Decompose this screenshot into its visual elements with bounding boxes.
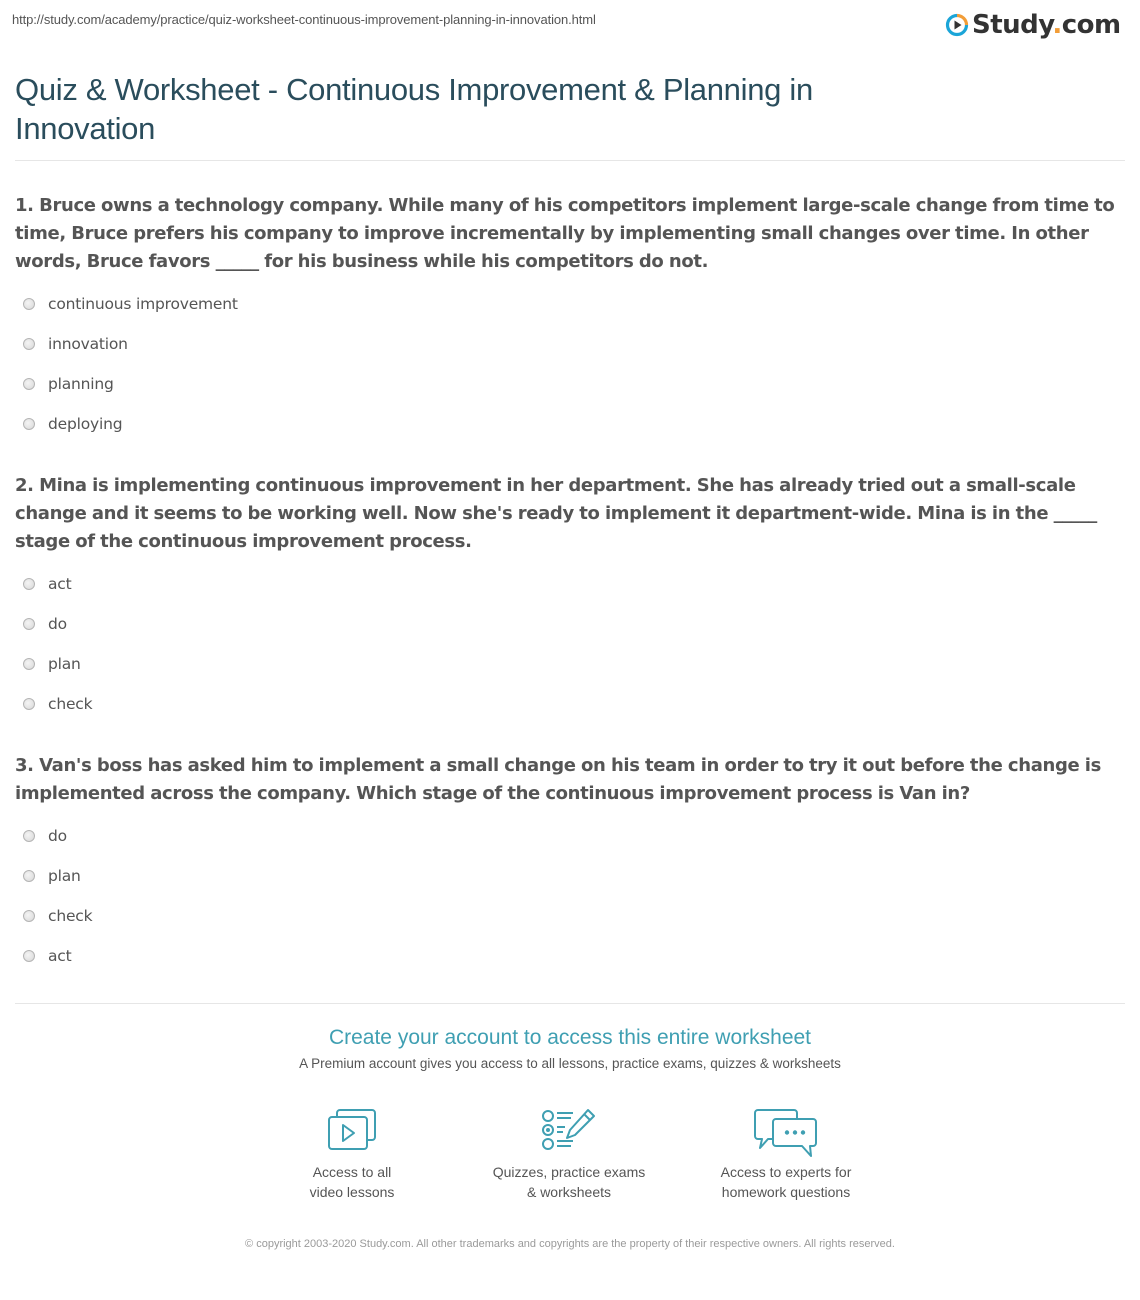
- question-2-text: 2. Mina is implementing continuous improvement in her department. She has already tried out a small-scale change and it seems to be working well. Now she's ready to implement it department-wide. Mina is in the _____ stage of the continuous improvement process.: [15, 475, 1097, 552]
- question-3-text: 3. Van's boss has asked him to implement a small change on his team in order to try it out before the change is implemented across the company. Which stage of the continuous improvement process is Van in?: [15, 755, 1101, 804]
- answer-option[interactable]: check: [22, 684, 92, 724]
- radio-button-icon[interactable]: [23, 910, 35, 922]
- radio-button-icon[interactable]: [23, 418, 35, 430]
- radio-button-icon[interactable]: [23, 578, 35, 590]
- answer-option[interactable]: act: [22, 936, 92, 976]
- cta-divider: [15, 1003, 1125, 1004]
- page-title: Quiz & Worksheet - Continuous Improvement & Planning in Innovation: [15, 72, 813, 146]
- answer-option[interactable]: plan: [22, 856, 92, 896]
- question-3-options: [22, 816, 92, 976]
- feature-quizzes: [469, 1108, 669, 1202]
- page-url: http://study.com/academy/practice/quiz-worksheet-continuous-improvement-planning-in-innovation.html: [12, 12, 596, 27]
- answer-option[interactable]: planning: [22, 364, 238, 404]
- radio-button-icon[interactable]: [23, 618, 35, 630]
- study-logo[interactable]: [945, 8, 1121, 42]
- feature-label: Access to experts for homework questions: [720, 1164, 852, 1200]
- answer-option[interactable]: check: [22, 896, 92, 936]
- title-divider: [15, 160, 1125, 161]
- question-2-options: [22, 564, 92, 724]
- radio-button-icon[interactable]: [23, 658, 35, 670]
- radio-button-icon[interactable]: [23, 338, 35, 350]
- feature-label: Access to all video lessons: [309, 1164, 395, 1200]
- answer-option[interactable]: do: [22, 816, 92, 856]
- radio-button-icon[interactable]: [23, 830, 35, 842]
- radio-button-icon[interactable]: [23, 378, 35, 390]
- feature-video-lessons: [252, 1108, 452, 1202]
- quiz-checklist-icon: [541, 1108, 597, 1152]
- video-lessons-icon: [327, 1108, 377, 1152]
- question-1-text: 1. Bruce owns a technology company. While many of his competitors implement large-scale change from time to time, Bruce prefers his company to improve incrementally by implementing small changes over time. In other words, Bruce favors _____ for his business while his competitors do not.: [15, 195, 1115, 272]
- answer-option[interactable]: do: [22, 604, 92, 644]
- radio-button-icon[interactable]: [23, 870, 35, 882]
- feature-experts: [686, 1108, 886, 1202]
- cta-subtitle: A Premium account gives you access to all lessons, practice exams, quizzes & worksheets: [299, 1056, 841, 1071]
- radio-button-icon[interactable]: [23, 698, 35, 710]
- radio-button-icon[interactable]: [23, 298, 35, 310]
- answer-option[interactable]: plan: [22, 644, 92, 684]
- radio-button-icon[interactable]: [23, 950, 35, 962]
- question-1-options: [22, 284, 238, 444]
- logo-wordmark: Study.com: [972, 10, 1121, 40]
- answer-option[interactable]: act: [22, 564, 92, 604]
- answer-option[interactable]: deploying: [22, 404, 238, 444]
- answer-option[interactable]: continuous improvement: [22, 284, 238, 324]
- feature-label: Quizzes, practice exams & worksheets: [492, 1164, 646, 1200]
- play-logo-icon: [945, 13, 969, 37]
- create-account-link[interactable]: Create your account to access this entire worksheet: [328, 1026, 812, 1049]
- answer-option[interactable]: innovation: [22, 324, 238, 364]
- chat-bubbles-icon: [754, 1108, 818, 1158]
- copyright-notice: © copyright 2003-2020 Study.com. All other trademarks and copyrights are the property of their respective owners. All rights reserved.: [245, 1238, 895, 1250]
